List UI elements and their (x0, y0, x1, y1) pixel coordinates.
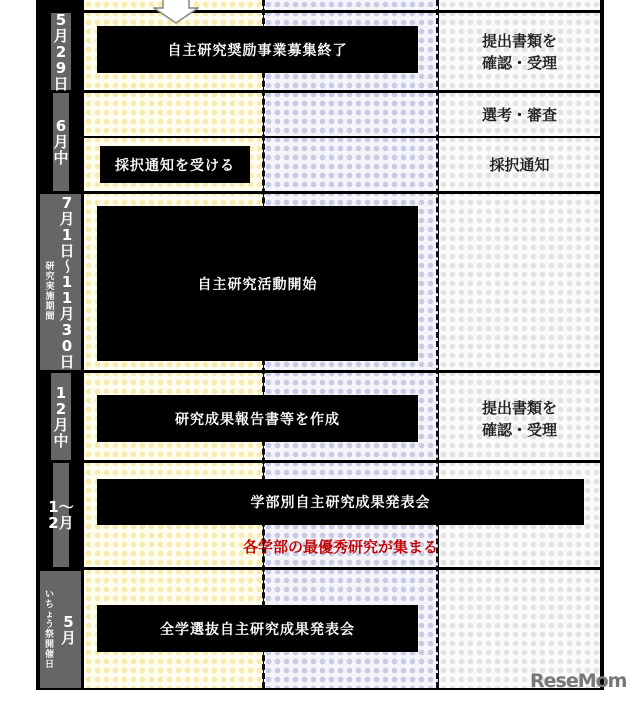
arrow-down-icon (153, 0, 199, 24)
event-box: 自主研究奨励事業募集終了 (97, 26, 418, 73)
period-label: 研究実施期間 (45, 262, 55, 322)
row-divider (84, 460, 600, 463)
date-label (40, 194, 81, 370)
date-label: 6月中 (53, 93, 69, 191)
date-label: 1〜2月 (53, 463, 69, 567)
date-tilde: 〜 (58, 258, 76, 274)
watermark-logo: ReseMom (530, 670, 627, 692)
event-box: 採択通知を受ける (100, 146, 250, 183)
festival-label: いちょう祭開催日 (44, 589, 54, 670)
row-divider (84, 567, 600, 570)
note-text: 採択通知 (489, 156, 550, 174)
date-end: 11月30日 (59, 272, 75, 371)
event-box: 研究成果報告書等を作成 (97, 395, 418, 442)
date-label: 12月中 (51, 373, 71, 460)
date-label: 5月29日 (51, 13, 71, 90)
row-divider (84, 90, 600, 93)
note-text: 選考・審査 (481, 106, 557, 124)
event-box: 自主研究活動開始 (97, 206, 418, 361)
note-text: 提出書類を 確認・受理 (481, 32, 557, 72)
event-box: 全学選抜自主研究成果発表会 (97, 605, 418, 652)
row-divider (84, 370, 600, 373)
event-box: 学部別自主研究成果発表会 (97, 479, 584, 525)
date-text: 5月 (60, 612, 76, 647)
date-label (40, 571, 81, 688)
highlight-text: 各学部の最優秀研究が集まる (242, 538, 438, 556)
row-divider (84, 191, 600, 194)
row-divider (84, 136, 600, 138)
date-start: 7月1日 (59, 193, 75, 260)
note-text: 提出書類を 確認・受理 (481, 399, 557, 439)
